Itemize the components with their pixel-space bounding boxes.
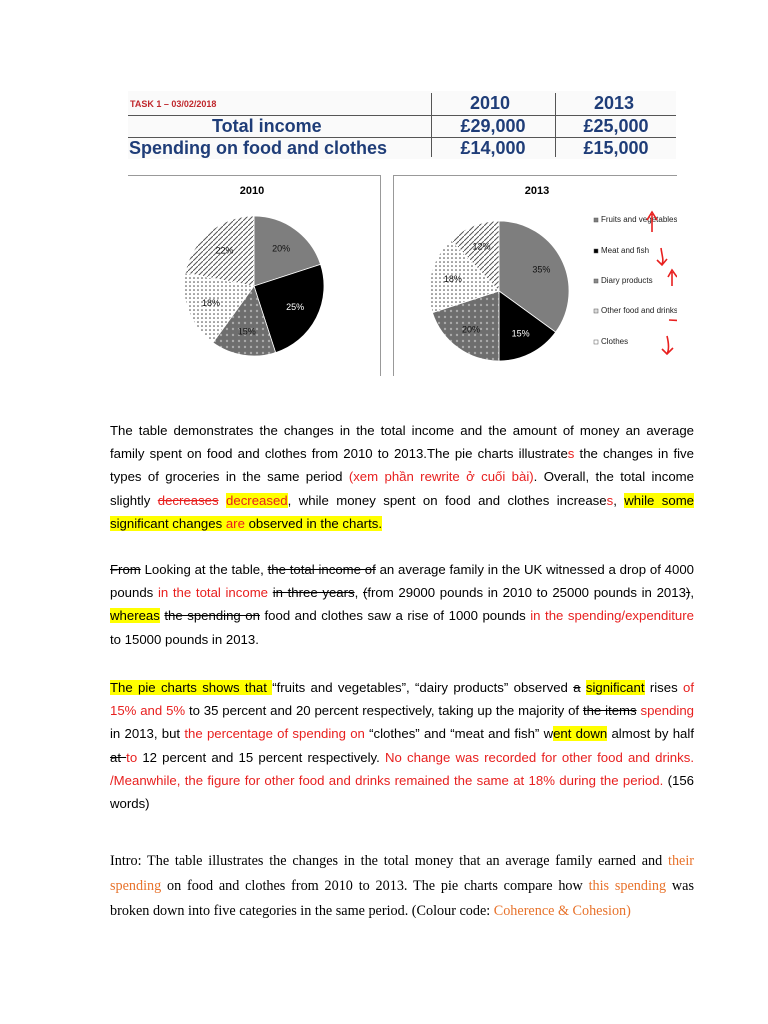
legend-label: Other food and drinks [601, 306, 677, 315]
pie-data-label: 12% [472, 241, 491, 252]
dash-icon [669, 320, 677, 322]
legend-swatch [594, 340, 598, 344]
legend-swatch [594, 309, 598, 313]
paragraph-intro-rewrite: Intro: The table illustrates the changes in the total money that an average family earned and their spending on food and clothes from 2010 to 2013. The pie charts compare how this spending was broken down into five categories in the same period. (Colour code: Coherence & Cohesion) [110, 853, 694, 919]
pie-chart-title: 2010 [239, 185, 265, 197]
cell-income-2010: £29,000 [460, 116, 526, 136]
pie-data-label: 18% [443, 274, 462, 285]
pie-data-label: 20% [272, 243, 291, 254]
pie-data-label: 25% [286, 301, 305, 312]
legend-swatch [594, 279, 598, 283]
year-header-2013: 2013 [594, 93, 635, 113]
task-label: TASK 1 – 03/02/2018 [130, 99, 217, 109]
table-divider [128, 137, 676, 138]
pie-chart-2010-panel [128, 175, 381, 376]
pie-data-label: 20% [462, 324, 481, 335]
row-label-spending: Spending on food and clothes [129, 138, 387, 158]
cell-spending-2010: £14,000 [460, 138, 526, 158]
pie-chart-2010 [128, 176, 380, 376]
legend-label: Meat and fish [601, 246, 650, 255]
pie-data-label: 22% [215, 245, 234, 256]
pie-chart-2013-panel [393, 175, 677, 376]
legend-label: Fruits and vegetables [601, 215, 677, 224]
table-divider [555, 93, 556, 157]
pie-chart-2013 [394, 176, 677, 376]
row-label-total-income: Total income [212, 116, 322, 136]
paragraph-table: From Looking at the table, the total income of an average family in the UK witnessed a drop of 4000 pounds in the total income in three years, (from 29000 pounds in 2010 to 25000 pounds in 2013), whereas the spending on food and clothes saw a rise of 1000 pounds in the spending/expenditure to 15000 pounds in 2013. [110, 562, 695, 647]
income-table [128, 91, 676, 159]
legend-label: Clothes [601, 337, 629, 346]
year-header-2010: 2010 [470, 93, 511, 113]
pie-data-label: 15% [511, 328, 530, 339]
cell-income-2013: £25,000 [583, 116, 649, 136]
pie-data-label: 18% [202, 298, 221, 309]
pie-chart-title: 2013 [524, 185, 550, 197]
down-arrow-icon [662, 336, 673, 354]
pie-data-label: 15% [237, 326, 256, 337]
legend-swatch [594, 218, 598, 222]
legend-swatch [594, 249, 598, 253]
legend-label: Diary products [601, 276, 653, 285]
paragraph-pie-charts: The pie charts shows that “fruits and vegetables”, “dairy products” observed a significant rises of 15% and 5% to 35 percent and 20 percent respectively, taking up the majority of the items spending in 2013, but the percentage of spending on “clothes” and “meat and fish” went down almost by half at to 12 percent and 15 percent respectively. No change was recorded for other food and drinks. /Meanwhile, the figure for other food and drinks remained the same at 18% during the period. (156 words) [110, 680, 695, 812]
paragraph-overview: The table demonstrates the changes in the total income and the amount of money an average family spent on food and clothes from 2010 to 2013.The pie charts illustrates the changes in five types of groceries in the same period (xem phần rewrite ở cuối bài). Overall, the total income slightly decreases decreased, while money spent on food and clothes increases, while some significant changes are observed in the charts. [110, 423, 695, 531]
table-divider [431, 93, 432, 157]
table-divider [128, 115, 676, 116]
pie-data-label: 35% [532, 264, 551, 275]
cell-spending-2013: £15,000 [583, 138, 649, 158]
up-arrow-icon [668, 270, 677, 286]
down-arrow-icon [657, 248, 667, 265]
